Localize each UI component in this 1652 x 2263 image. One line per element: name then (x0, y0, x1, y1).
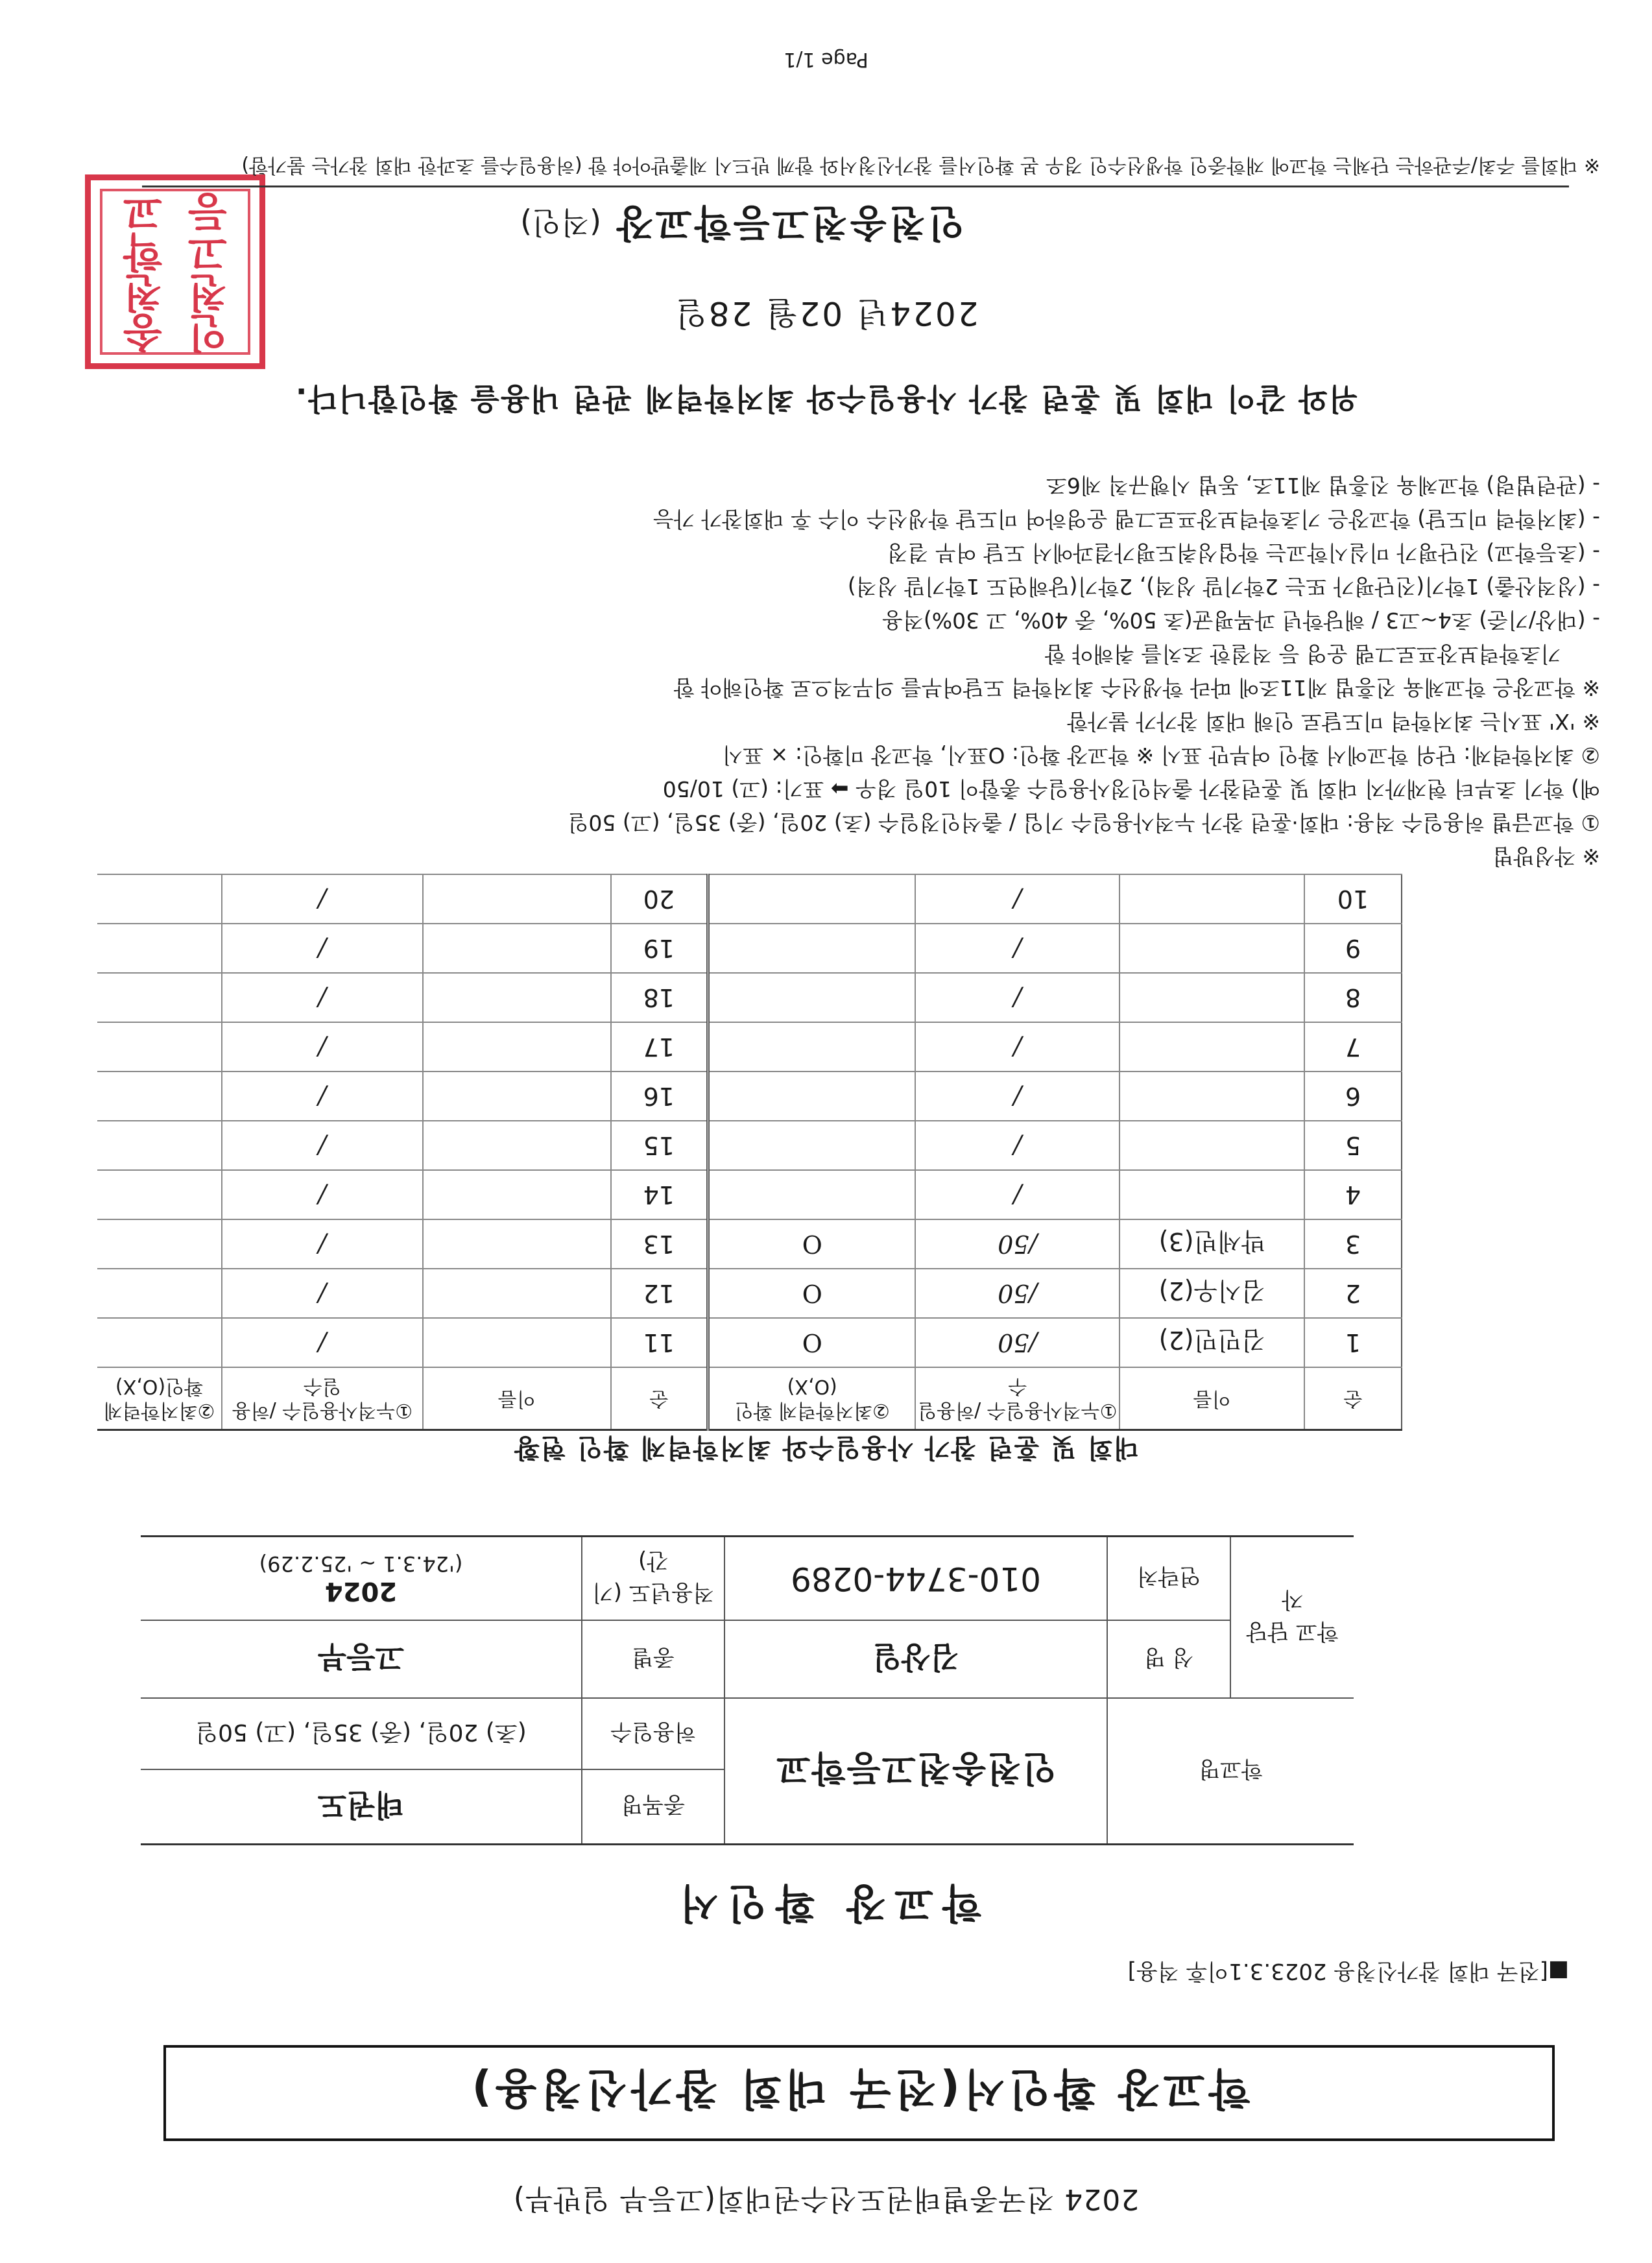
student-name (423, 874, 611, 924)
student-days: / (222, 874, 423, 924)
note-line: 기초학력보장프로그램 운영 등 적절한 조치를 취해야 함 (1044, 641, 1561, 667)
student-minimum (708, 1022, 916, 1072)
student-no: 16 (611, 1072, 708, 1121)
header-days: ①누적사용일수 /허용일수 (222, 1367, 423, 1430)
student-no: 17 (611, 1022, 708, 1072)
header-name: 이름 (1119, 1367, 1304, 1430)
allowed-days-value: (초) 20일, (중) 35일, (고) 50일 (141, 1699, 582, 1770)
table-row (97, 1269, 1402, 1318)
student-name: 김시우(2) (1119, 1269, 1304, 1318)
seal-inner (100, 189, 250, 355)
document-title-box: 학교장 확인서(전국 대회 참가신청용) (163, 2045, 1555, 2141)
note-line: - (초등학교) 진단평가 미실시학교는 학업성취도평가결과에서 도달 여부 결정 (887, 540, 1600, 566)
event-title: 2024 전국종별태권도선수권대회(고등부 일반부) (512, 2183, 1140, 2216)
applicability-note: ■[전국 대회 참가신청용 2023.3.1이후 적용] (1127, 1958, 1569, 1984)
table-row (97, 1219, 1402, 1269)
contact-label: 연락처 (1107, 1537, 1230, 1621)
note-line: ※ 학교장은 학교체육 진흥법 제11조에 따라 학생선수 최저학력 도달여부를 의무적으로 확인해야 함 (673, 675, 1600, 700)
student-name (423, 1269, 611, 1318)
student-no: 8 (1304, 973, 1402, 1022)
student-no: 14 (611, 1170, 708, 1219)
teacher-name-label: 성 명 (1107, 1621, 1230, 1699)
student-no: 9 (1304, 924, 1402, 973)
student-days: / (222, 1318, 423, 1367)
student-days: / (222, 1022, 423, 1072)
note-line: - (최저학력 미도달) 학교장은 기초학력보장프로그램 운영하여 미도달 학생선수 이수 후 대회참가 가능 (652, 507, 1600, 532)
student-no: 18 (611, 973, 708, 1022)
note-line: - (성적산출) 1학기(진단평가 또는 2학기말 성적), 2학기(당해연도 1학기말 성적) (847, 574, 1600, 599)
student-name (1119, 973, 1304, 1022)
student-days: / (222, 1072, 423, 1121)
header-minimum: ②최저학력제 확인(O,X) (708, 1367, 916, 1430)
student-days: / (915, 1121, 1119, 1170)
section-title: 대회 및 훈련 참가 사용일수와 최저학력제 확인 현황 (513, 1433, 1139, 1463)
contact-value: 010-3744-0289 (724, 1537, 1107, 1621)
student-days: /50 (915, 1318, 1119, 1367)
header-minimum: ②최저학력제 확인(O,X) (97, 1367, 222, 1430)
note-line: - (대상/기준) 초4~고3 / 해당학년 과목평균(초 50%, 중 40%, 고 30%)적용 (882, 608, 1600, 633)
table-row (97, 1318, 1402, 1367)
seal-character: 인천 (188, 269, 227, 356)
student-minimum (97, 1022, 222, 1072)
student-no: 5 (1304, 1121, 1402, 1170)
student-no: 13 (611, 1219, 708, 1269)
header-no: 순 (1304, 1367, 1402, 1430)
doc-title: 학교장 확인서 (671, 1880, 981, 1927)
header-no: 순 (611, 1367, 708, 1430)
grade-value: 고등부 (141, 1621, 582, 1699)
page-number: Page 1/1 (784, 48, 868, 71)
student-name (423, 973, 611, 1022)
header-name: 이름 (423, 1367, 611, 1430)
student-minimum (708, 1170, 916, 1219)
seal-mark-text: (직인) (520, 205, 601, 240)
student-name (423, 1072, 611, 1121)
school-name-label: 학교명 (1107, 1699, 1354, 1845)
student-minimum: O (708, 1219, 916, 1269)
table-row (97, 1072, 1402, 1121)
student-days: /50 (915, 1219, 1119, 1269)
table-row (97, 973, 1402, 1022)
seal-character: 학교 (123, 188, 162, 276)
student-minimum (708, 973, 916, 1022)
student-minimum (97, 1318, 222, 1367)
student-name (1119, 1121, 1304, 1170)
student-days: / (222, 1269, 423, 1318)
note-line: ※ 작성방법 (1492, 844, 1600, 869)
student-minimum (97, 924, 222, 973)
student-name (1119, 924, 1304, 973)
student-name (423, 1022, 611, 1072)
student-no: 12 (611, 1269, 708, 1318)
student-name (423, 1219, 611, 1269)
student-days: / (915, 973, 1119, 1022)
student-days: / (222, 1219, 423, 1269)
school-name-value: 인천송천고등학교 (724, 1699, 1107, 1845)
student-days: / (222, 1170, 423, 1219)
student-no: 20 (611, 874, 708, 924)
note-line: 예) 학기 초부터 현재까지 대회 및 훈련참가 출석인정사용일수 총합이 10일 경우 ➡ 표기: (고) 10/50 (662, 776, 1600, 802)
period-label: 적용년도 (기간) (582, 1537, 724, 1621)
student-days: /50 (915, 1269, 1119, 1318)
school-info-table (141, 1535, 1354, 1845)
document-date: 2024년 02월 28일 (673, 294, 979, 332)
table-row (97, 1022, 1402, 1072)
header-days: ①누적사용일수 /허용일수 (915, 1367, 1119, 1430)
student-minimum (708, 1072, 916, 1121)
note-line: ※ 'X' 표시는 최저학력 미도달로 인해 대회 참가가 불가함 (1067, 709, 1600, 734)
sport-label: 종목명 (582, 1770, 724, 1845)
student-minimum (708, 924, 916, 973)
student-no: 11 (611, 1318, 708, 1367)
notes (147, 468, 1600, 873)
table-row (97, 874, 1402, 924)
divider-line (142, 186, 1569, 187)
student-minimum (97, 973, 222, 1022)
student-minimum (97, 1072, 222, 1121)
seal-character: 고등 (188, 188, 227, 276)
student-name (1119, 1022, 1304, 1072)
table-row (97, 1170, 1402, 1219)
student-no: 7 (1304, 1022, 1402, 1072)
student-minimum (97, 1219, 222, 1269)
student-days: / (915, 1022, 1119, 1072)
teacher-label: 학교 담당자 (1230, 1537, 1354, 1699)
student-minimum: O (708, 1318, 916, 1367)
student-days: / (222, 973, 423, 1022)
note-line: ① 학교급별 허용일수 적용: 대회·훈련 참가 누적사용일수 기입 / 출석인정일수 (초) 20일, (중) 35일, (고) 50일 (568, 810, 1600, 835)
student-name (423, 1121, 611, 1170)
student-no: 3 (1304, 1219, 1402, 1269)
confirmation-text: 위와 같이 대회 및 훈련 참가 사용일수와 최저학력제 관련 내용을 확인합니다. (294, 381, 1358, 416)
grade-label: 종별 (582, 1621, 724, 1699)
student-minimum (97, 1170, 222, 1219)
student-no: 4 (1304, 1170, 1402, 1219)
allowed-days-label: 허용일수 (582, 1699, 724, 1770)
principal-name: 인천송천고등학교장 (614, 201, 964, 245)
footer-note: ※ 대회를 주최/주관하는 단체는 학교에 재학중인 학생선수인 경우 본 확인서를 참가신청서와 함께 반드시 제출받아야 함 (허용일수를 초과한 대회 참가는 불가함) (241, 154, 1600, 176)
student-days: / (915, 924, 1119, 973)
year-value: 2024 (324, 1575, 398, 1606)
period-value: ('24.3.1 ~ '25.2.29) (259, 1551, 463, 1576)
period-cell (141, 1537, 582, 1621)
student-name: 박세빈(3) (1119, 1219, 1304, 1269)
student-name (1119, 874, 1304, 924)
student-no: 2 (1304, 1269, 1402, 1318)
student-name (1119, 1072, 1304, 1121)
student-name (423, 1170, 611, 1219)
student-minimum: O (708, 1269, 916, 1318)
note-line: ② 최저학력제: 단위 학교에서 확인 여부만 표시 ※ 학교장 확인: O표시, 학교장 미확인: × 표시 (722, 743, 1600, 768)
student-no: 6 (1304, 1072, 1402, 1121)
student-name (423, 1318, 611, 1367)
student-days: / (222, 924, 423, 973)
student-minimum (708, 1121, 916, 1170)
student-no: 1 (1304, 1318, 1402, 1367)
student-minimum (97, 874, 222, 924)
student-name (1119, 1170, 1304, 1219)
table-row (97, 1121, 1402, 1170)
student-days: / (915, 874, 1119, 924)
note-line: - (관련법령) 학교체육 진흥법 제11조, 동법 시행규칙 제6조 (1046, 473, 1600, 498)
student-minimum (708, 874, 916, 924)
official-seal (85, 174, 265, 369)
students-table (97, 874, 1402, 1431)
table-row (97, 924, 1402, 973)
student-days: / (222, 1121, 423, 1170)
seal-character: 송천 (123, 269, 162, 356)
student-minimum (97, 1121, 222, 1170)
student-no: 19 (611, 924, 708, 973)
student-days: / (915, 1072, 1119, 1121)
sport-value: 태권도 (141, 1770, 582, 1845)
student-no: 10 (1304, 874, 1402, 924)
table-header-row (97, 1367, 1402, 1430)
student-name: 김민민(2) (1119, 1318, 1304, 1367)
student-no: 15 (611, 1121, 708, 1170)
student-days: / (915, 1170, 1119, 1219)
student-name (423, 924, 611, 973)
teacher-name-value: 김상일 (724, 1621, 1107, 1699)
student-minimum (97, 1269, 222, 1318)
